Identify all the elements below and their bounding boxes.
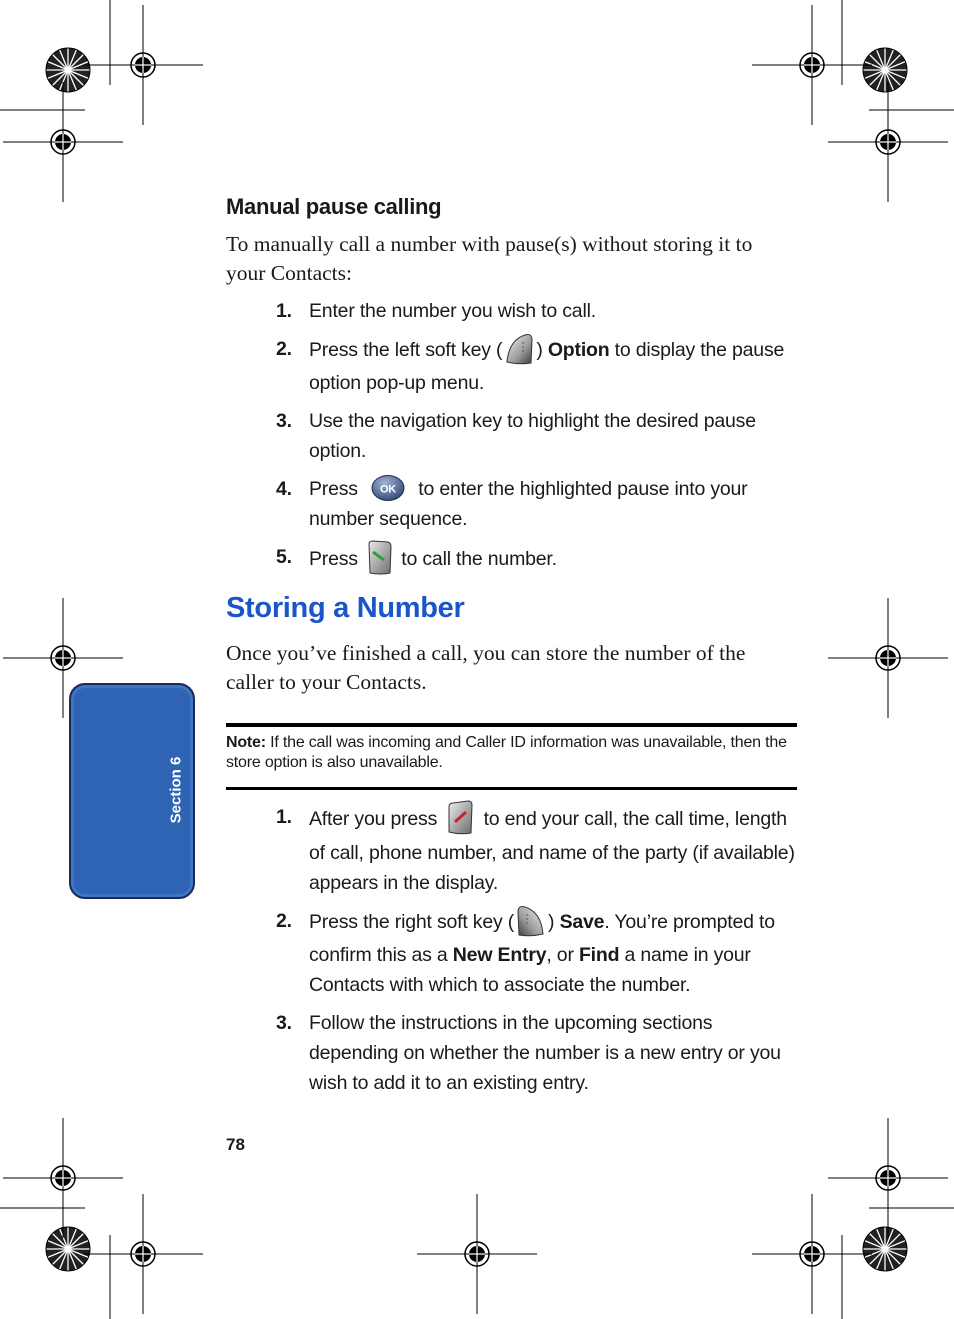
manual-pause-intro: To manually call a number with pause(s) without storing it to your Contacts: <box>226 232 753 285</box>
list-item <box>226 406 797 466</box>
option-label: Option <box>547 339 610 362</box>
step-number: 3. <box>276 410 292 432</box>
note-label: Note: <box>226 734 266 751</box>
list-item <box>226 1008 797 1098</box>
step-text-tail: a name in your Contacts with which to associate the number. <box>309 944 751 996</box>
left-soft-key-icon <box>503 332 535 366</box>
storing-heading: Storing a Number <box>226 592 465 624</box>
step-text-pre: Press <box>309 548 364 571</box>
end-key-icon <box>446 800 474 836</box>
step-text-pre: Press the right soft key ( <box>309 911 515 934</box>
step-text-post: ) <box>548 911 560 934</box>
step-text-mid: , or <box>546 944 579 966</box>
step-number: 3. <box>276 1012 292 1034</box>
step-number: 5. <box>276 546 292 568</box>
list-item <box>226 296 797 326</box>
list-item <box>226 474 797 534</box>
step-text-post: to call the number. <box>396 548 557 571</box>
step-text: Enter the number you wish to call. <box>309 300 596 322</box>
list-item <box>226 802 797 898</box>
note-box <box>226 723 797 790</box>
storing-steps <box>226 802 797 1098</box>
section-tab-label: Section 6 <box>167 756 185 824</box>
manual-pause-heading: Manual pause calling <box>226 194 442 219</box>
step-text-pre: After you press <box>309 808 443 831</box>
new-entry-label: New Entry <box>452 944 547 966</box>
list-item <box>226 542 797 578</box>
note-body: If the call was incoming and Caller ID information was unavailable, then the store option is also unavailable. <box>226 734 787 771</box>
manual-pause-steps <box>226 296 797 578</box>
step-text: Use the navigation key to highlight the desired pause option. <box>309 410 756 462</box>
send-key-icon <box>366 540 393 576</box>
list-item <box>226 906 797 1000</box>
save-label: Save <box>559 911 605 934</box>
svg-text:OK: OK <box>380 483 397 496</box>
step-text-tail: to display the pause option pop-up menu. <box>309 339 785 394</box>
page-content <box>226 194 797 1106</box>
step-number: 1. <box>276 806 292 828</box>
step-number: 1. <box>276 300 292 322</box>
list-item <box>226 334 797 398</box>
step-text-mid: . You’re prompted to confirm this as a <box>309 911 775 966</box>
page-number: 78 <box>226 1135 245 1154</box>
step-text-pre: Press <box>309 478 364 500</box>
ok-key-icon <box>371 474 405 502</box>
step-text-post: to enter the highlighted pause into your number sequence. <box>309 478 748 530</box>
note-text <box>226 733 797 773</box>
storing-intro: Once you’ve finished a call, you can store the number of the caller to your Contacts. <box>226 641 746 694</box>
find-label: Find <box>578 944 620 966</box>
step-text: Follow the instructions in the upcoming sections depending on whether the number is a new entry or you wish to add it to an existing entry. <box>309 1012 781 1094</box>
step-number: 2. <box>276 338 292 360</box>
step-number: 4. <box>276 478 292 500</box>
step-number: 2. <box>276 910 292 932</box>
step-text-post: ) <box>536 339 548 362</box>
step-text-pre: Press the left soft key ( <box>309 339 503 362</box>
step-text-post: to end your call, the call time, length of call, phone number, and name of the party (if available) appears in the display. <box>309 808 795 894</box>
right-soft-key-icon <box>515 904 547 938</box>
